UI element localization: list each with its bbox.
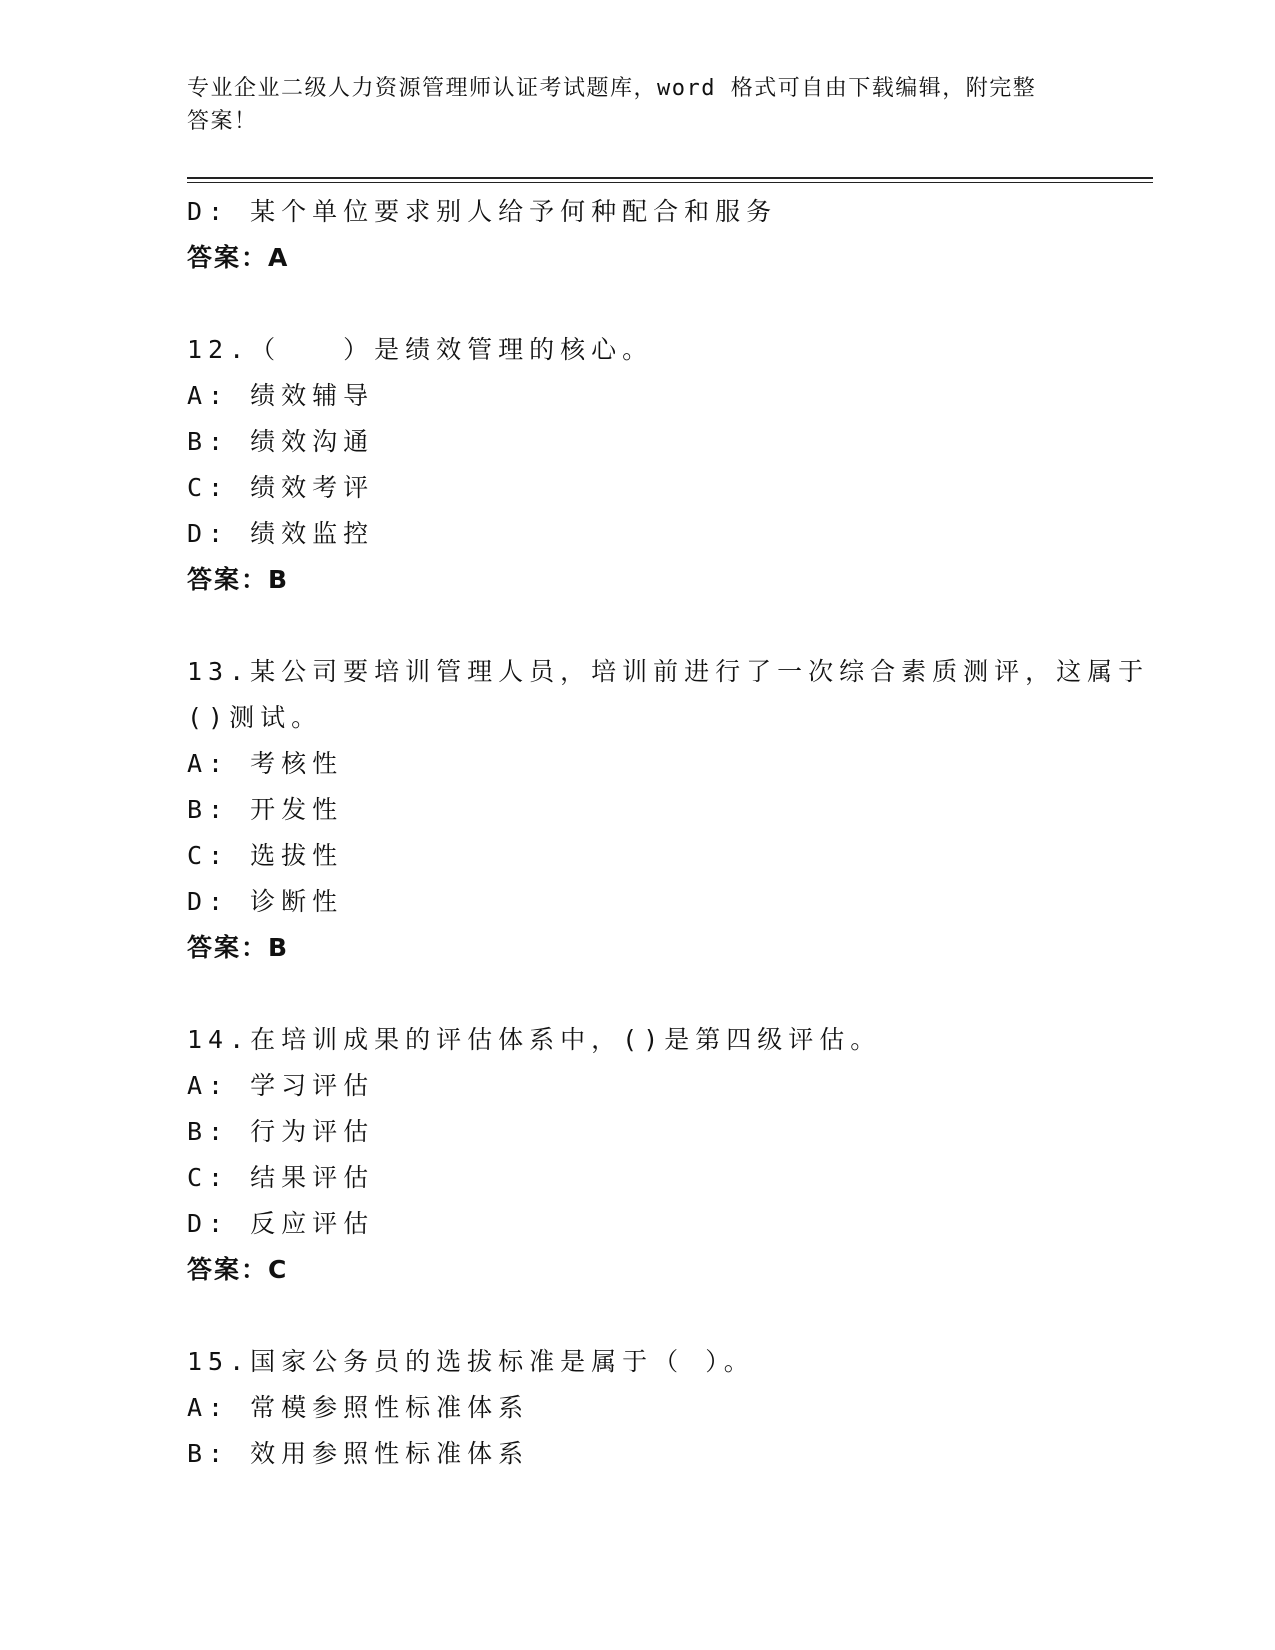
option-a: A: 学习评估: [187, 1071, 375, 1100]
option-d: D: 反应评估: [187, 1209, 375, 1238]
question-stem: 15.国家公务员的选拔标准是属于（ ）。: [187, 1347, 755, 1376]
question-stem: 14.在培训成果的评估体系中，()是第四级评估。: [187, 1025, 882, 1054]
header-line-2: 答案！: [187, 109, 258, 134]
header-divider-thin: [187, 182, 1153, 183]
question-11-tail: [187, 189, 1087, 281]
answer: 答案：C: [187, 1255, 289, 1284]
option-a: A: 绩效辅导: [187, 381, 375, 410]
spacer: [187, 971, 1087, 1017]
spacer: [187, 281, 1087, 327]
question-15: [187, 1339, 1087, 1477]
option-c: C: 选拔性: [187, 841, 344, 870]
question-stem: 12.（ ）是绩效管理的核心。: [187, 335, 654, 364]
option-d: D: 诊断性: [187, 887, 344, 916]
header-line-1: 专业企业二级人力资源管理师认证考试题库，word 格式可自由下载编辑，附完整: [187, 76, 1037, 101]
option-c: C: 结果评估: [187, 1163, 375, 1192]
option-b: B: 效用参照性标准体系: [187, 1439, 530, 1468]
answer: 答案：B: [187, 565, 290, 594]
option-a: A: 常模参照性标准体系: [187, 1393, 530, 1422]
option-b: B: 开发性: [187, 795, 344, 824]
answer: 答案：B: [187, 933, 290, 962]
header-divider-thick: [187, 177, 1153, 179]
option-b: B: 行为评估: [187, 1117, 375, 1146]
spacer: [187, 1293, 1087, 1339]
option-c: C: 绩效考评: [187, 473, 375, 502]
option-a: A: 考核性: [187, 749, 344, 778]
question-stem-line-1: 13.某公司要培训管理人员，培训前进行了一次综合素质测评，这属于: [187, 657, 1150, 686]
question-stem-line-2: ()测试。: [187, 703, 323, 732]
question-14: [187, 1017, 1087, 1293]
option-d: D: 某个单位要求别人给予何种配合和服务: [187, 197, 778, 226]
answer: 答案：A: [187, 243, 290, 272]
question-list: [187, 189, 1150, 1477]
document-header: [187, 72, 1067, 138]
spacer: [187, 603, 1087, 649]
question-13: [187, 649, 1150, 971]
question-12: [187, 327, 1087, 603]
option-d: D: 绩效监控: [187, 519, 375, 548]
option-b: B: 绩效沟通: [187, 427, 375, 456]
